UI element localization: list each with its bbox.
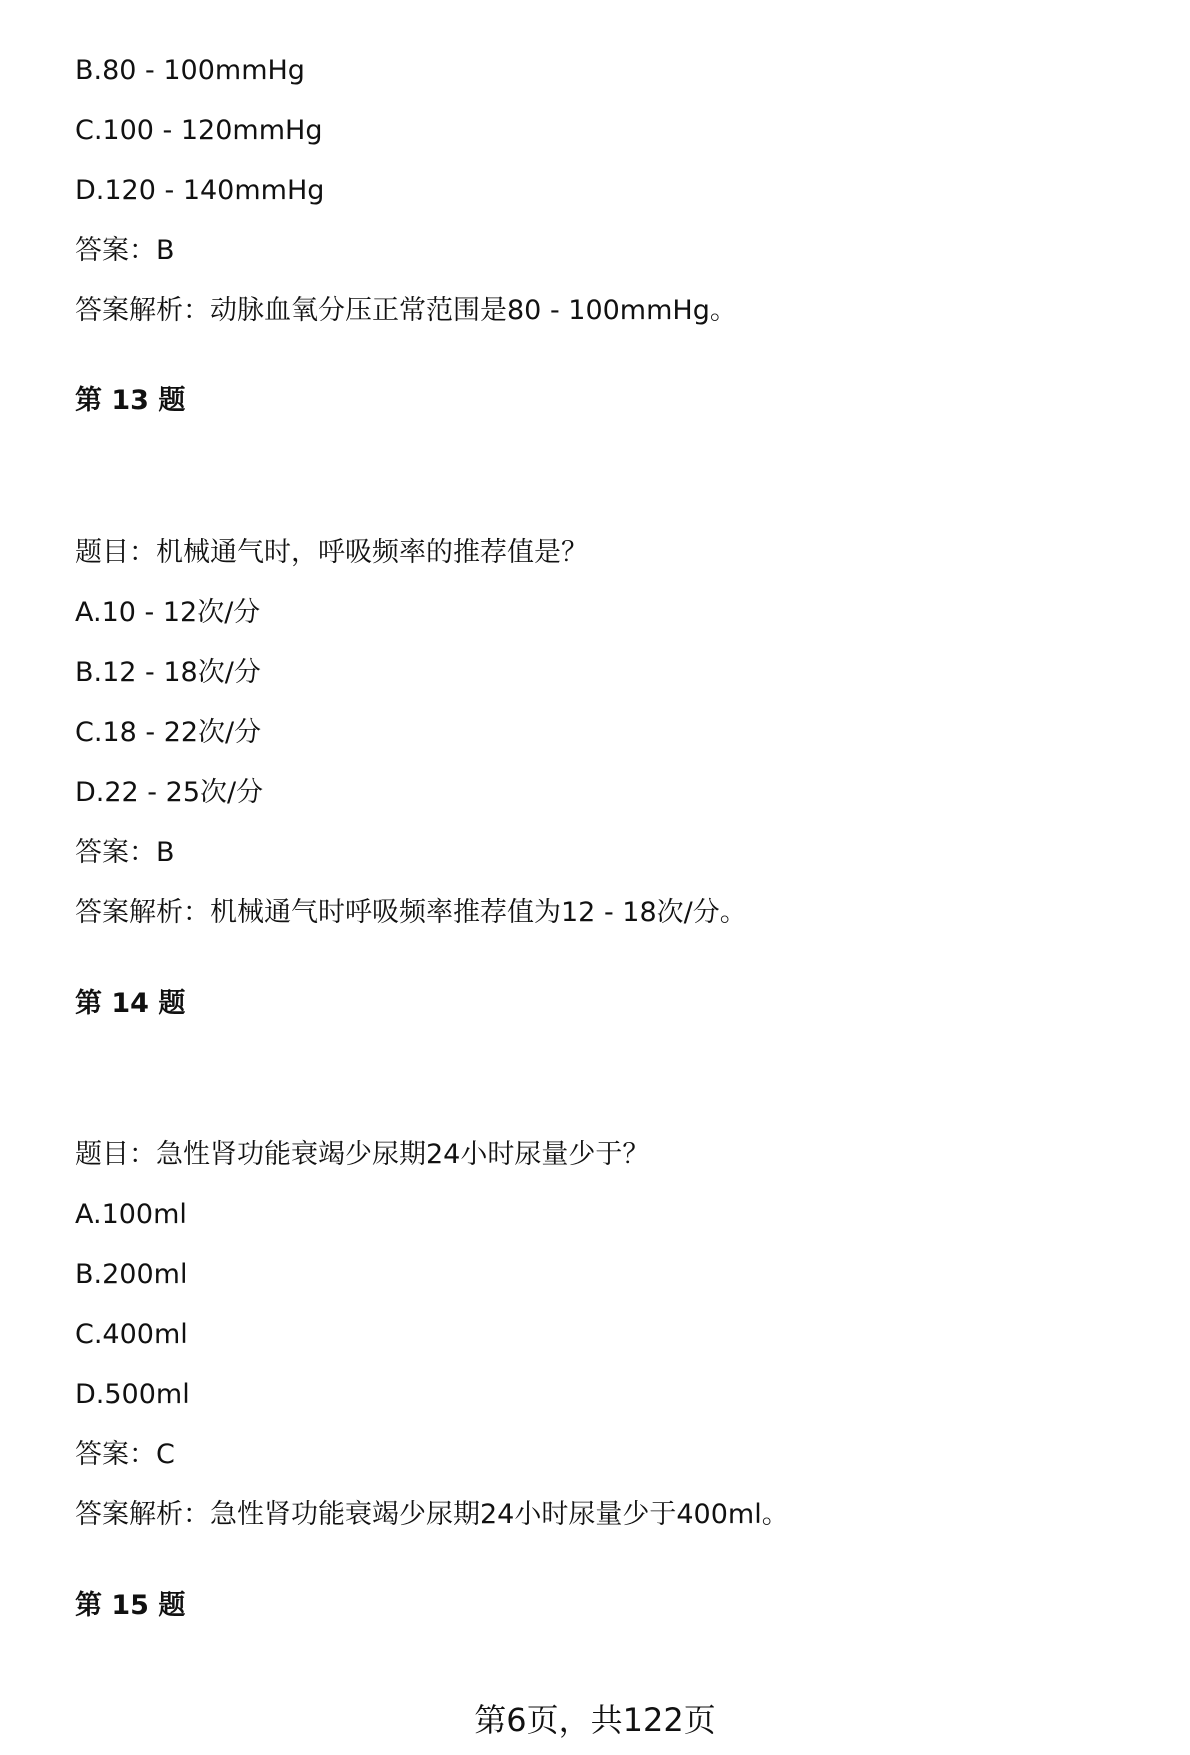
- q13-analysis: 答案解析：机械通气时呼吸频率推荐值为12 - 18次/分。: [75, 897, 747, 928]
- q14-option-a: A.100ml: [75, 1199, 187, 1230]
- q13-heading: 第 13 题: [75, 385, 186, 416]
- q14-option-d: D.500ml: [75, 1379, 190, 1410]
- q12-option-c: C.100 - 120mmHg: [75, 115, 323, 146]
- q13-option-d: D.22 - 25次/分: [75, 777, 264, 808]
- q14-heading: 第 14 题: [75, 988, 186, 1019]
- q13-option-c: C.18 - 22次/分: [75, 717, 262, 748]
- q13-option-b: B.12 - 18次/分: [75, 657, 261, 688]
- q15-heading: 第 15 题: [75, 1590, 186, 1621]
- q14-option-c: C.400ml: [75, 1319, 188, 1350]
- q13-answer: 答案：B: [75, 837, 175, 868]
- q12-option-b: B.80 - 100mmHg: [75, 55, 305, 86]
- page-number-footer: 第6页，共122页: [474, 1701, 716, 1739]
- q14-option-b: B.200ml: [75, 1259, 188, 1290]
- q14-answer: 答案：C: [75, 1439, 175, 1470]
- q13-option-a: A.10 - 12次/分: [75, 597, 261, 628]
- q14-question: 题目：急性肾功能衰竭少尿期24小时尿量少于？: [75, 1139, 650, 1170]
- q12-option-d: D.120 - 140mmHg: [75, 175, 325, 206]
- q12-answer: 答案：B: [75, 235, 175, 266]
- q13-question: 题目：机械通气时，呼吸频率的推荐值是？: [75, 537, 588, 568]
- q12-analysis: 答案解析：动脉血氧分压正常范围是80 - 100mmHg。: [75, 295, 737, 326]
- q14-analysis: 答案解析：急性肾功能衰竭少尿期24小时尿量少于400ml。: [75, 1499, 789, 1530]
